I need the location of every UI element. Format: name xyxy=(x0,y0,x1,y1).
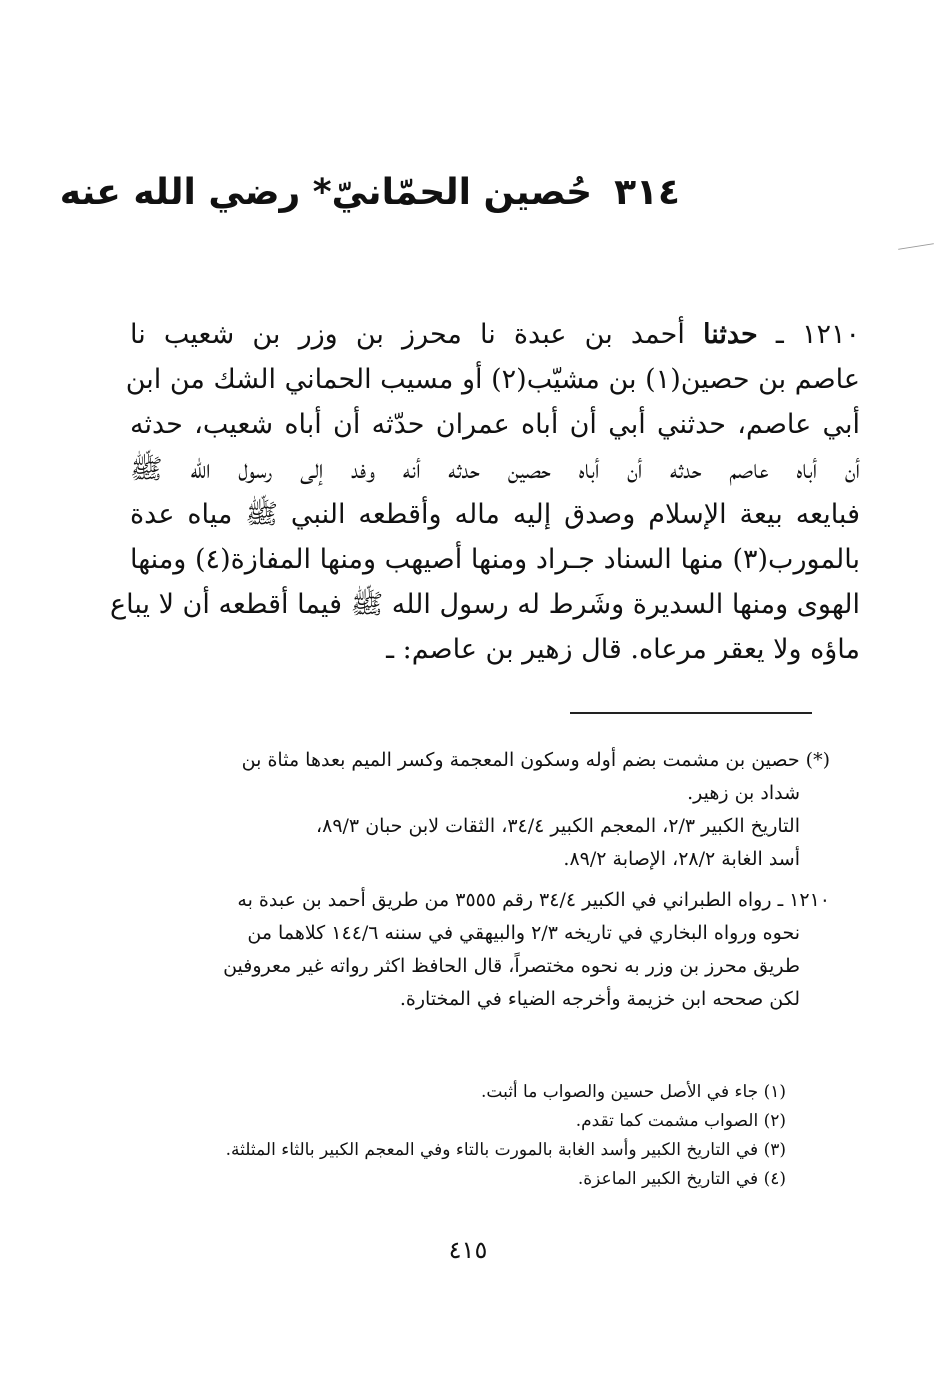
hadith-line: عاصم بن حصين(١) بن مشيّب(٢) أو مسيب الحماني الشك من ابن xyxy=(125,364,860,395)
hadith-line xyxy=(130,312,860,357)
hadith-number: ١٢١٠ ـ xyxy=(775,319,860,350)
note-line: أسد الغابة ٢٨/٢، الإصابة ٨٩/٢. xyxy=(563,848,800,870)
hadith-line: بالمورب(٣) منها السناد جـراد ومنها أصيهب ومنها المفازة(٤) ومنها xyxy=(130,544,861,575)
hadith-line: أبي عاصم، حدثني أبي أن أباه عمران حدّثه أن أباه شعيب، حدثه xyxy=(130,409,860,440)
hadith-line: الهوى ومنها السديرة وشَرط له رسول الله ﷺ فيما أقطعه أن لا يباع xyxy=(109,589,860,620)
note-line: ١٢١٠ ـ رواه الطبراني في الكبير ٣٤/٤ رقم ٣٥٥٥ من طريق أحمد بن عبدة به xyxy=(237,889,830,911)
note-line: طريق محرز بن وزر به نحوه مختصراً، قال الحافظ اكثر رواته غير معروفين xyxy=(223,955,800,977)
page-number: ٤١٥ xyxy=(448,1236,488,1264)
note-line: التاريخ الكبير ٢/٣، المعجم الكبير ٣٤/٤، الثقات لابن حبان ٨٩/٣، xyxy=(315,815,800,837)
footnotes xyxy=(170,1078,786,1194)
footnote-item: (٢) الصواب مشمت كما تقدم. xyxy=(575,1111,786,1131)
note-line: شداد بن زهير. xyxy=(687,782,800,804)
hadith-note xyxy=(136,884,830,1016)
star-note xyxy=(136,744,830,876)
footnote-separator xyxy=(570,712,812,714)
note-line: نحوه ورواه البخاري في تاريخه ٢/٣ والبيهقي في سننه ١٤٤/٦ كلاهما من xyxy=(247,922,800,944)
footnote-item: (٣) في التاريخ الكبير وأسد الغابة بالمورت بالتاء وفي المعجم الكبير بالثاء المثلثة. xyxy=(225,1140,786,1160)
margin-pencil-mark xyxy=(898,243,934,250)
footnote-item: (١) جاء في الأصل حسين والصواب ما أثبت. xyxy=(480,1082,786,1102)
footnote-item: (٤) في التاريخ الكبير الماعزة. xyxy=(577,1169,786,1189)
chapter-heading-text: حُصين الحمّانيّ* رضي الله عنه xyxy=(59,172,593,213)
note-line: لكن صححه ابن خزيمة وأخرجه الضياء في المختارة. xyxy=(399,988,800,1010)
hadith-body xyxy=(109,312,861,672)
hadith-line: أن أباه عاصم حدثه أن أباه حصين حدثه أنه وفد إلى رسول الله ﷺ xyxy=(130,454,860,485)
hadith-line-text: أحمد بن عبدة نا محرز بن وزر بن شعيب نا xyxy=(130,319,685,350)
hadith-line: ماؤه ولا يعقر مرعاه. قال زهير بن عاصم: ـ xyxy=(386,634,860,665)
chapter-number: ٣١٤ xyxy=(614,172,680,213)
hadith-lead-word: حدثنا xyxy=(702,319,758,350)
hadith-line: فبايعه بيعة الإسلام وصدق إليه ماله وأقطعه النبي ﷺ مياه عدة xyxy=(130,499,860,530)
note-line: (*) حصين بن مشمت بضم أوله وسكون المعجمة وكسر الميم بعدها مثاة بن xyxy=(241,749,830,771)
chapter-title xyxy=(59,165,680,221)
commentary-notes xyxy=(136,744,830,1024)
